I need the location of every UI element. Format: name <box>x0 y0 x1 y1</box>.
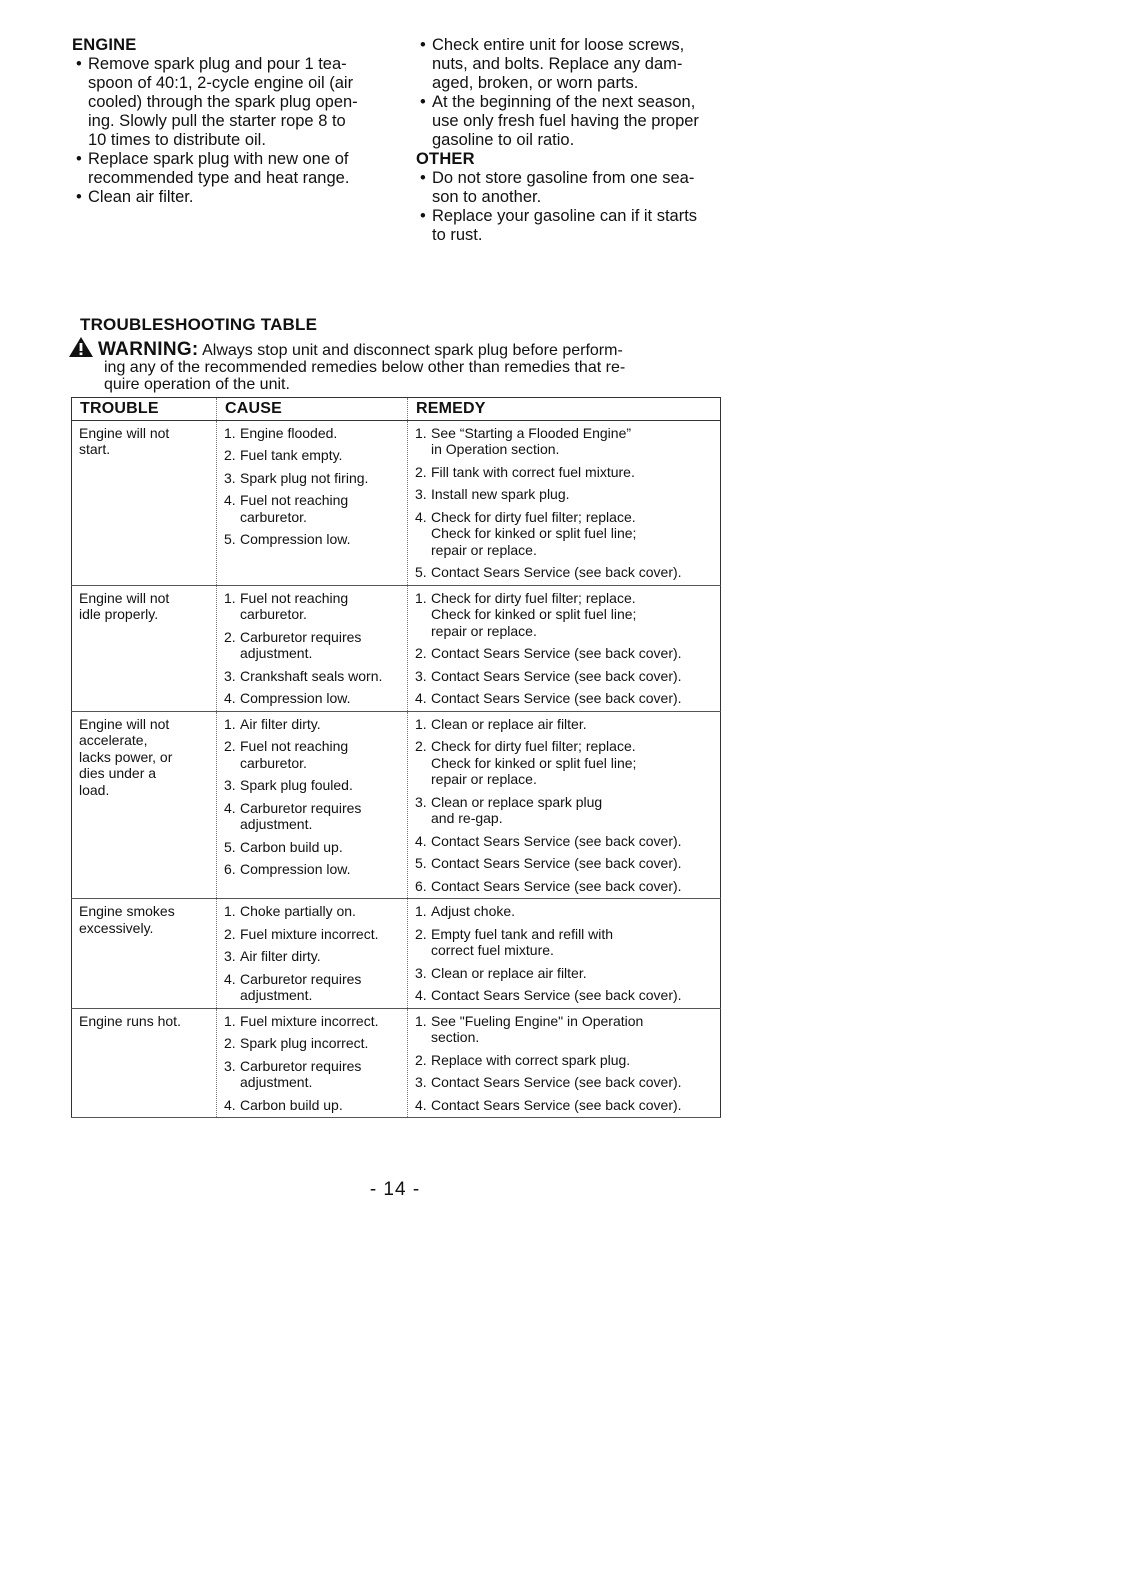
remedy-item <box>415 833 714 850</box>
cause-text: Fuel not reaching carburetor. <box>240 738 349 771</box>
cause-number: 6. <box>224 861 236 877</box>
table-row <box>72 585 721 711</box>
cause-number: 2. <box>224 925 236 942</box>
cause-item <box>224 800 401 833</box>
cause-text: Spark plug incorrect. <box>240 1035 369 1051</box>
cause-number: 4. <box>224 1096 236 1113</box>
remedy-text: See "Fueling Engine" in Operation section. <box>431 1012 644 1045</box>
remedy-text: Clean or replace air filter. <box>431 715 587 732</box>
cause-number: 5. <box>224 838 236 855</box>
cause-number: 2. <box>224 447 236 463</box>
cause-item <box>224 668 401 685</box>
cause-number: 4. <box>224 690 236 706</box>
table-row <box>72 711 721 899</box>
remedy-cell <box>408 711 721 899</box>
remedy-item <box>415 425 714 458</box>
cause-item <box>224 716 401 733</box>
remedy-number: 1. <box>415 715 427 732</box>
remedy-text: Check for dirty fuel filter; replace. Check for kinked or split fuel line; repair or replace. <box>431 508 637 558</box>
remedy-text: Contact Sears Service (see back cover). <box>431 1096 682 1113</box>
cause-text: Spark plug not firing. <box>240 469 369 486</box>
cause-number: 5. <box>224 531 236 547</box>
remedy-item <box>415 590 714 640</box>
cause-number: 2. <box>224 628 236 645</box>
remedy-text: See “Starting a Flooded Engine” in Operation section. <box>431 424 632 457</box>
remedy-text: Fill tank with correct fuel mixture. <box>431 463 635 480</box>
remedy-item <box>415 716 714 733</box>
cause-text: Compression low. <box>240 531 351 547</box>
cause-item <box>224 861 401 878</box>
cause-number: 4. <box>224 970 236 987</box>
remedy-item <box>415 564 714 581</box>
cause-number: 1. <box>224 715 236 732</box>
table-row <box>72 899 721 1009</box>
header-remedy: REMEDY <box>408 398 721 421</box>
warning-label: WARNING: <box>98 339 199 360</box>
cause-cell <box>217 711 408 899</box>
warning-notice <box>68 336 728 393</box>
remedy-text: Install new spark plug. <box>431 486 570 502</box>
remedy-text: Empty fuel tank and refill with correct fuel mixture. <box>431 925 614 958</box>
cause-cell <box>217 420 408 585</box>
cause-text: Carburetor requires adjustment. <box>240 628 362 661</box>
remedy-text: Check for dirty fuel filter; replace. Check for kinked or split fuel line; repair or replace. <box>431 738 637 787</box>
remedy-text: Clean or replace air filter. <box>431 964 587 981</box>
remedy-text: Contact Sears Service (see back cover). <box>431 832 682 849</box>
engine-item: • Replace spark plug with new one of recommended type and heat range. <box>72 150 392 188</box>
cause-item <box>224 1058 401 1091</box>
cause-number: 2. <box>224 1035 236 1051</box>
remedy-number: 3. <box>415 1074 427 1090</box>
cause-number: 3. <box>224 777 236 793</box>
remedy-text: Replace with correct spark plug. <box>431 1051 631 1068</box>
remedy-text: Contact Sears Service (see back cover). <box>431 987 682 1003</box>
cause-text: Fuel not reaching carburetor. <box>240 589 349 622</box>
table-row <box>72 420 721 585</box>
remedy-number: 4. <box>415 1096 427 1113</box>
remedy-number: 4. <box>415 508 427 525</box>
trouble-cell: Engine will not idle properly. <box>72 585 217 711</box>
remedy-number: 2. <box>415 645 427 661</box>
remedy-item <box>415 903 714 920</box>
remedy-text: Contact Sears Service (see back cover). <box>431 877 682 894</box>
troubleshooting-table <box>71 397 721 1118</box>
cause-text: Fuel not reaching carburetor. <box>240 492 349 525</box>
cause-item <box>224 738 401 771</box>
troubleshooting-title: TROUBLESHOOTING TABLE <box>80 315 318 334</box>
trouble-cell: Engine smokes excessively. <box>72 899 217 1009</box>
cause-text: Carbon build up. <box>240 838 343 855</box>
remedy-number: 1. <box>415 1012 427 1029</box>
engine-section <box>72 36 392 207</box>
cause-text: Compression low. <box>240 861 351 877</box>
cause-text: Fuel mixture incorrect. <box>240 925 379 942</box>
cause-number: 2. <box>224 738 236 754</box>
remedy-item <box>415 668 714 685</box>
remedy-item <box>415 987 714 1004</box>
other-list <box>416 169 726 245</box>
remedy-text: Contact Sears Service (see back cover). <box>431 855 682 871</box>
remedy-cell <box>408 585 721 711</box>
cause-item <box>224 948 401 965</box>
cause-number: 4. <box>224 492 236 508</box>
table-row <box>72 1008 721 1118</box>
cause-text: Air filter dirty. <box>240 715 321 732</box>
remedy-item <box>415 1074 714 1091</box>
cause-text: Carburetor requires adjustment. <box>240 970 362 1003</box>
cause-text: Spark plug fouled. <box>240 777 353 793</box>
other-item: • Do not store gasoline from one sea- son to another. <box>416 169 726 207</box>
remedy-text: Adjust choke. <box>431 903 516 919</box>
storage-item: • At the beginning of the next season, use only fresh fuel having the proper gasoline to oil ratio. <box>416 93 726 150</box>
remedy-number: 2. <box>415 463 427 480</box>
cause-number: 1. <box>224 903 236 919</box>
cause-item <box>224 629 401 662</box>
remedy-cell <box>408 420 721 585</box>
cause-item <box>224 690 401 707</box>
cause-item <box>224 447 401 464</box>
engine-heading: ENGINE <box>72 36 137 54</box>
storage-list <box>416 36 726 150</box>
remedy-text: Contact Sears Service (see back cover). <box>431 690 682 706</box>
warning-text-line1: Always stop unit and disconnect spark plug before perform- <box>202 342 623 359</box>
remedy-item <box>415 1013 714 1046</box>
remedy-item <box>415 926 714 959</box>
remedy-text: Contact Sears Service (see back cover). <box>431 1074 682 1090</box>
remedy-item <box>415 855 714 872</box>
remedy-item <box>415 794 714 827</box>
cause-item <box>224 531 401 548</box>
remedy-number: 3. <box>415 486 427 502</box>
remedy-number: 3. <box>415 964 427 981</box>
cause-item <box>224 1097 401 1114</box>
cause-item <box>224 425 401 442</box>
cause-text: Fuel tank empty. <box>240 447 343 463</box>
cause-item <box>224 470 401 487</box>
cause-text: Carburetor requires adjustment. <box>240 799 362 832</box>
page-number: - 14 - <box>369 1179 421 1200</box>
cause-item <box>224 492 401 525</box>
remedy-number: 3. <box>415 667 427 684</box>
cause-item <box>224 1035 401 1052</box>
remedy-number: 4. <box>415 987 427 1003</box>
cause-cell <box>217 585 408 711</box>
cause-number: 4. <box>224 799 236 816</box>
trouble-cell: Engine will not start. <box>72 420 217 585</box>
table-header-row <box>72 398 721 421</box>
cause-number: 3. <box>224 1057 236 1074</box>
engine-item: • Remove spark plug and pour 1 tea- spoon of 40:1, 2-cycle engine oil (air cooled) through the spark plug open- ing. Slowly pull the starter rope 8 to 10 times to distribute oil. <box>72 55 392 150</box>
remedy-text: Contact Sears Service (see back cover). <box>431 564 682 580</box>
trouble-cell: Engine will not accelerate, lacks power, or dies under a load. <box>72 711 217 899</box>
cause-text: Carbon build up. <box>240 1096 343 1113</box>
cause-number: 3. <box>224 469 236 486</box>
remedy-item <box>415 738 714 788</box>
cause-text: Fuel mixture incorrect. <box>240 1012 379 1029</box>
remedy-number: 4. <box>415 690 427 706</box>
remedy-number: 4. <box>415 832 427 849</box>
cause-item <box>224 839 401 856</box>
remedy-number: 2. <box>415 925 427 942</box>
remedy-item <box>415 878 714 895</box>
remedy-item <box>415 1097 714 1114</box>
remedy-item <box>415 645 714 662</box>
remedy-text: Contact Sears Service (see back cover). <box>431 667 682 684</box>
remedy-text: Check for dirty fuel filter; replace. Check for kinked or split fuel line; repair or replace. <box>431 589 637 639</box>
cause-number: 1. <box>224 424 236 441</box>
engine-list <box>72 55 392 207</box>
cause-number: 1. <box>224 1012 236 1029</box>
cause-item <box>224 1013 401 1030</box>
cause-text: Carburetor requires adjustment. <box>240 1057 362 1090</box>
remedy-number: 3. <box>415 793 427 810</box>
header-trouble: TROUBLE <box>72 398 217 421</box>
cause-text: Engine flooded. <box>240 424 338 441</box>
remedy-cell <box>408 899 721 1009</box>
remedy-number: 6. <box>415 877 427 894</box>
table-body <box>72 420 721 1118</box>
cause-number: 3. <box>224 667 236 684</box>
cause-item <box>224 926 401 943</box>
remedy-item <box>415 1052 714 1069</box>
other-item: • Replace your gasoline can if it starts to rust. <box>416 207 726 245</box>
cause-number: 3. <box>224 948 236 964</box>
cause-text: Crankshaft seals worn. <box>240 667 383 684</box>
remedy-number: 2. <box>415 1051 427 1068</box>
remedy-number: 1. <box>415 903 427 919</box>
remedy-number: 2. <box>415 738 427 754</box>
remedy-item <box>415 486 714 503</box>
remedy-item <box>415 509 714 559</box>
trouble-cell: Engine runs hot. <box>72 1008 217 1118</box>
storage-item: • Check entire unit for loose screws, nuts, and bolts. Replace any dam- aged, broken, or worn parts. <box>416 36 726 93</box>
cause-text: Compression low. <box>240 690 351 706</box>
cause-number: 1. <box>224 589 236 606</box>
warning-triangle-icon <box>68 336 94 358</box>
remedy-number: 5. <box>415 855 427 871</box>
cause-text: Air filter dirty. <box>240 948 321 964</box>
cause-text: Choke partially on. <box>240 903 356 919</box>
cause-cell <box>217 899 408 1009</box>
cause-item <box>224 777 401 794</box>
remedy-number: 1. <box>415 589 427 606</box>
remedy-item <box>415 690 714 707</box>
remedy-number: 5. <box>415 564 427 580</box>
remedy-cell <box>408 1008 721 1118</box>
cause-item <box>224 971 401 1004</box>
maintenance-right-column <box>416 36 726 245</box>
engine-item: • Clean air filter. <box>72 188 392 207</box>
remedy-text: Clean or replace spark plug and re-gap. <box>431 793 603 826</box>
remedy-item <box>415 464 714 481</box>
header-cause: CAUSE <box>217 398 408 421</box>
remedy-text: Contact Sears Service (see back cover). <box>431 645 682 661</box>
cause-item <box>224 903 401 920</box>
other-heading: OTHER <box>416 150 475 168</box>
remedy-item <box>415 965 714 982</box>
remedy-number: 1. <box>415 424 427 441</box>
cause-cell <box>217 1008 408 1118</box>
warning-text-continued: ing any of the recommended remedies below other than remedies that re- quire operation of the unit. <box>104 359 626 393</box>
cause-item <box>224 590 401 623</box>
